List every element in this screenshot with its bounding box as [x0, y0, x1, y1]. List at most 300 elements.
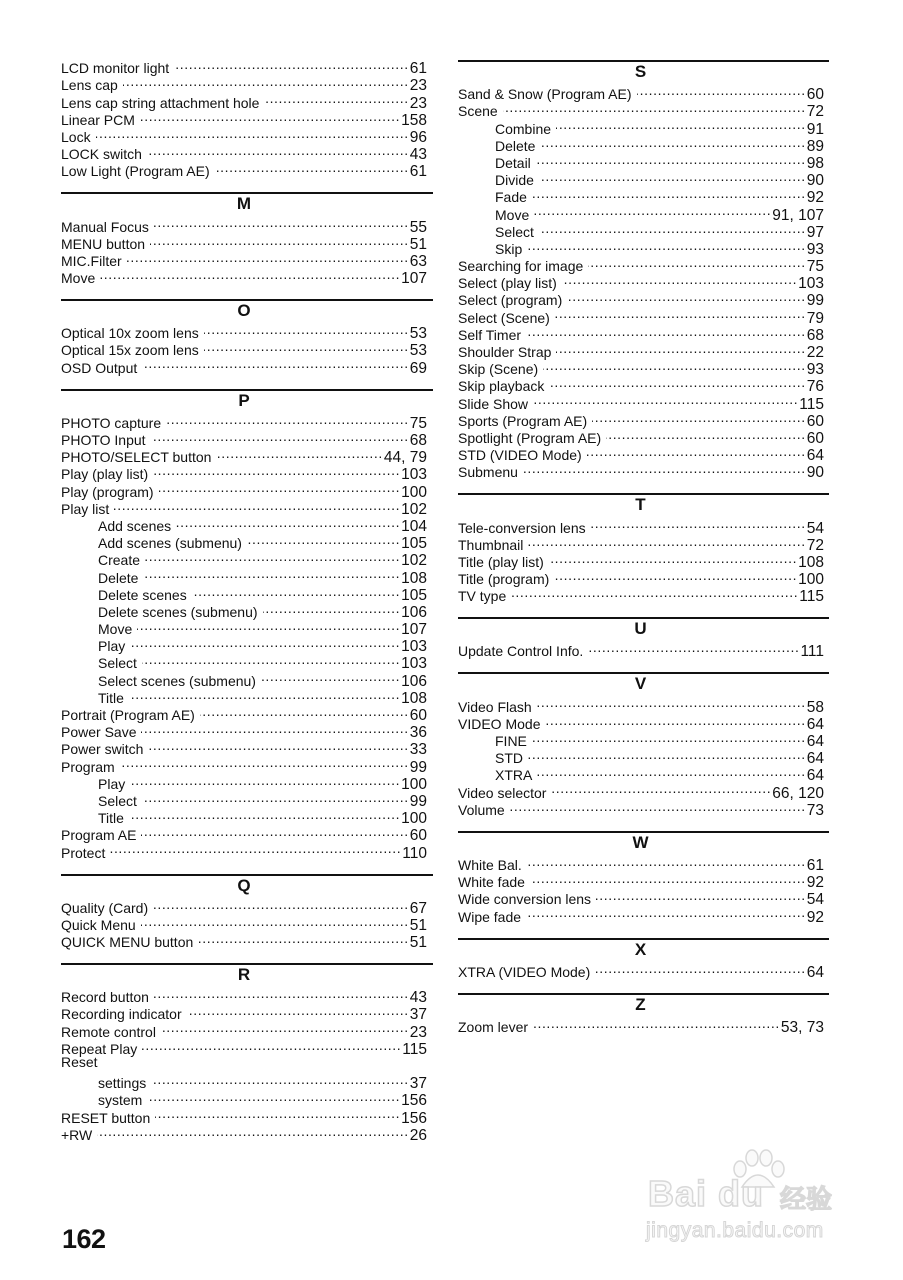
dot-leader [537, 763, 805, 780]
entry-page-ref: 36 [409, 724, 427, 742]
dot-leader [216, 445, 382, 462]
entry-page-ref: 69 [409, 359, 427, 377]
entry-page-ref: 158 [401, 111, 427, 129]
entry-page-ref: 92 [806, 908, 824, 926]
entry-page-ref: 73 [806, 801, 824, 819]
dot-leader [151, 1071, 409, 1088]
entry-label: system [98, 1092, 143, 1109]
dot-leader [526, 323, 806, 340]
entry-page-ref: 108 [798, 553, 824, 571]
index-entry [61, 321, 427, 343]
entry-page-ref: 61 [806, 856, 824, 874]
index-column-left [61, 56, 433, 1144]
dot-leader [147, 1088, 400, 1105]
entry-label: Video selector [458, 784, 547, 801]
dot-leader [551, 780, 771, 797]
entry-label: Record button [61, 989, 149, 1006]
dot-leader [555, 305, 806, 322]
entry-label: Slide Show [458, 395, 529, 412]
entry-label: Wipe fade [458, 908, 522, 925]
entry-page-ref: 102 [401, 552, 427, 570]
entry-label: Sports (Program AE) [458, 412, 588, 429]
dot-leader [161, 1019, 409, 1036]
section-letter-heading: U [634, 619, 647, 639]
dot-leader [596, 887, 806, 904]
entry-label: Scene [458, 103, 498, 120]
dot-leader [137, 617, 400, 634]
index-sections-left [61, 176, 433, 1144]
dot-leader [261, 668, 400, 685]
entry-label: White Bal. [458, 856, 522, 873]
entry-label: Play [98, 775, 126, 792]
index-column-right [458, 60, 829, 1036]
entry-label: Power Save [61, 724, 137, 741]
dot-leader [100, 266, 400, 283]
dot-leader [606, 426, 806, 443]
index-entry [458, 639, 824, 661]
index-subentry [458, 116, 824, 138]
entry-page-ref: 37 [409, 1075, 427, 1093]
entry-label: Lock [61, 128, 91, 145]
entry-page-ref: 68 [409, 432, 427, 449]
dot-leader [533, 1015, 780, 1032]
dot-leader [549, 550, 797, 567]
index-entry [61, 214, 427, 236]
dot-leader [120, 754, 409, 771]
dot-leader [532, 729, 806, 746]
index-entry [61, 411, 427, 432]
dot-leader [176, 514, 400, 531]
index-section [61, 963, 433, 1144]
index-section [458, 672, 829, 819]
dot-leader [130, 634, 400, 651]
dot-leader [536, 151, 806, 168]
entry-page-ref: 72 [806, 103, 824, 121]
dot-leader [588, 254, 805, 271]
entry-label: +RW [61, 1126, 93, 1143]
entry-page-ref: 108 [401, 689, 427, 707]
entry-page-ref: 105 [401, 586, 427, 604]
section-letter-heading: V [634, 674, 647, 694]
entry-label: STD [495, 750, 523, 767]
entry-page-ref: 22 [806, 344, 824, 361]
index-entry [61, 497, 427, 518]
index-entry [458, 515, 824, 537]
dot-leader [142, 355, 408, 372]
entry-page-ref: 98 [806, 154, 824, 172]
dot-leader [148, 737, 408, 754]
entry-label: Move [98, 621, 133, 638]
dot-leader [204, 338, 409, 355]
entry-label: Searching for image [458, 258, 584, 275]
entry-label: Skip playback [458, 378, 545, 395]
entry-page-ref: 104 [401, 517, 427, 535]
entry-label: Title [98, 810, 124, 827]
entry-page-ref: 23 [409, 77, 427, 95]
entry-label: PHOTO capture [61, 414, 162, 431]
entry-label: Select scenes (submenu) [98, 672, 256, 689]
entry-label: Delete scenes (submenu) [98, 603, 258, 620]
entry-label: MENU button [61, 235, 146, 252]
entry-page-ref: 26 [409, 1126, 427, 1144]
entry-label: Delete [495, 137, 536, 154]
entry-label: Delete scenes [98, 586, 187, 603]
index-entry [61, 142, 427, 164]
entry-page-ref: 92 [806, 874, 824, 892]
entry-label: MIC.Filter [61, 252, 122, 269]
entry-label: Linear PCM [61, 111, 135, 128]
index-section [458, 938, 829, 981]
section-letter-heading: Q [237, 875, 251, 895]
section-letter-heading: Z [635, 994, 646, 1014]
entry-page-ref: 37 [409, 1006, 427, 1024]
entry-page-ref: 103 [401, 638, 427, 656]
entry-page-ref: 115 [402, 1040, 427, 1058]
dot-leader [588, 639, 799, 656]
section-letter-heading: M [236, 194, 252, 214]
entry-label: LOCK switch [61, 146, 142, 163]
page-number: 162 [62, 1224, 106, 1254]
entry-label: Create [98, 552, 141, 569]
entry-label: Wide conversion lens [458, 891, 592, 908]
entry-page-ref: 58 [806, 698, 824, 716]
entry-label: LCD monitor light [61, 60, 170, 77]
entry-page-ref: 97 [806, 223, 824, 241]
entry-label: Optical 15x zoom lens [61, 342, 199, 359]
index-section [61, 389, 433, 862]
entry-page-ref: 44, 79 [383, 449, 427, 467]
entry-label: Move [495, 206, 530, 223]
section-letter-heading: P [238, 390, 250, 410]
entry-page-ref: 156 [401, 1109, 427, 1127]
entry-label: Add scenes [98, 517, 172, 534]
dot-leader [527, 853, 806, 870]
entry-page-ref: 91, 107 [772, 206, 824, 224]
entry-page-ref: 111 [800, 643, 824, 661]
index-entry [458, 853, 824, 874]
entry-page-ref: 23 [409, 94, 427, 112]
index-entry [61, 896, 427, 917]
entry-label: RESET button [61, 1109, 151, 1126]
index-entry [458, 99, 824, 121]
entry-page-ref: 53 [409, 325, 427, 343]
entry-page-ref: 54 [806, 519, 824, 537]
entry-page-ref: 61 [409, 60, 427, 78]
index-entry [61, 56, 427, 78]
dot-leader [556, 116, 806, 133]
entry-label: Update Control Info. [458, 643, 584, 660]
entry-page-ref: 51 [409, 916, 427, 934]
entry-page-ref: 60 [806, 429, 824, 447]
dot-leader [141, 913, 409, 930]
entry-page-ref: 72 [806, 536, 824, 554]
entry-page-ref: 156 [401, 1092, 427, 1110]
dot-leader [127, 249, 409, 266]
entry-label: Add scenes (submenu) [98, 535, 242, 552]
section-spacer [458, 601, 829, 617]
entry-page-ref: 100 [401, 810, 427, 828]
dot-leader [247, 531, 400, 548]
dot-leader [96, 125, 409, 142]
entry-page-ref: 43 [409, 989, 427, 1007]
entry-page-ref: 51 [409, 235, 427, 253]
dot-leader [554, 567, 797, 584]
entry-page-ref: 100 [798, 571, 824, 589]
entry-label: Program [61, 758, 115, 775]
dot-leader [123, 73, 409, 90]
entry-page-ref: 99 [409, 758, 427, 776]
entry-page-ref: 68 [806, 326, 824, 344]
dot-leader [187, 1002, 409, 1019]
entry-label: Self Timer [458, 326, 522, 343]
index-section [61, 874, 433, 952]
entry-page-ref: 93 [806, 240, 824, 258]
entry-page-ref: 51 [409, 934, 427, 952]
entry-page-ref: 43 [409, 146, 427, 164]
entry-label: Title [98, 689, 124, 706]
index-entry [458, 1015, 824, 1036]
entry-page-ref: 103 [401, 655, 427, 673]
dot-leader [110, 840, 401, 857]
entry-page-ref: 100 [401, 775, 427, 793]
dot-leader [591, 515, 806, 532]
dot-leader [545, 712, 805, 729]
section-spacer [458, 815, 829, 831]
dot-leader [549, 374, 805, 391]
dot-leader [533, 391, 798, 408]
entry-label: Portrait (Program AE) [61, 707, 195, 723]
dot-leader [142, 789, 409, 806]
entry-label: Low Light (Program AE) [61, 163, 210, 180]
entry-label: Video Flash [458, 698, 532, 715]
entry-page-ref: 66, 120 [772, 784, 824, 802]
entry-page-ref: 108 [401, 569, 427, 587]
entry-label: Quality (Card) [61, 899, 149, 916]
dot-leader [503, 99, 806, 116]
index-entry [458, 798, 824, 819]
entry-page-ref: 23 [409, 1023, 427, 1041]
entry-label: Delete [98, 569, 139, 586]
entry-page-ref: 107 [401, 270, 427, 288]
entry-label: VIDEO Mode [458, 715, 541, 732]
entry-page-ref: 55 [409, 218, 427, 236]
dot-leader [97, 1123, 409, 1140]
entry-page-ref: 64 [806, 963, 824, 981]
dot-leader [637, 82, 806, 99]
dot-leader [534, 202, 771, 219]
index-section [458, 60, 829, 482]
dot-leader [192, 583, 400, 600]
entry-label: Combine [495, 120, 552, 137]
section-letter-heading: O [237, 301, 251, 321]
dot-leader [263, 600, 401, 617]
entry-page-ref: 64 [806, 767, 824, 785]
entry-label: TV type [458, 588, 507, 605]
entry-page-ref: 102 [401, 500, 427, 518]
entry-page-ref: 64 [806, 447, 824, 465]
index-section [458, 993, 829, 1036]
entry-label: Select [495, 223, 534, 240]
dot-leader [543, 357, 806, 374]
entry-label: Remote control [61, 1023, 156, 1040]
dot-leader [200, 703, 409, 720]
entry-label: Submenu [458, 464, 518, 481]
entry-page-ref: 103 [401, 466, 427, 484]
dot-leader [140, 108, 400, 125]
entry-page-ref: 100 [401, 483, 427, 501]
entry-label: Play (program) [61, 483, 154, 500]
dot-leader [528, 746, 806, 763]
dot-leader [141, 720, 408, 737]
section-spacer [61, 858, 433, 874]
entry-page-ref: 64 [806, 750, 824, 768]
entry-label: PHOTO/SELECT button [61, 449, 212, 466]
entry-label: Power switch [61, 741, 144, 758]
dot-leader [154, 214, 409, 231]
entry-page-ref: 115 [799, 395, 824, 413]
dot-leader [556, 340, 805, 357]
entry-page-ref: 106 [401, 603, 427, 621]
dot-leader [159, 479, 401, 496]
index-entry [458, 584, 824, 606]
entry-page-ref: 33 [409, 741, 427, 759]
entry-label: Title (play list) [458, 553, 544, 570]
entry-label: Select [98, 655, 137, 672]
entry-label: QUICK MENU button [61, 934, 194, 951]
index-section [458, 617, 829, 661]
entry-label: Quick Menu [61, 916, 136, 933]
entry-label: XTRA (VIDEO Mode) [458, 963, 591, 980]
dot-leader [204, 321, 409, 338]
entry-label: Shoulder Strap [458, 344, 552, 360]
section-letter-heading: S [634, 62, 647, 81]
entry-page-ref: 105 [401, 535, 427, 553]
entry-label: Divide [495, 172, 534, 189]
entry-label: Manual Focus [61, 218, 149, 235]
dot-leader [142, 651, 400, 668]
dot-leader [528, 533, 805, 550]
entry-label: Thumbnail [458, 536, 524, 553]
entry-label: Title (program) [458, 571, 550, 588]
dot-leader [511, 584, 798, 601]
index-entry [61, 1123, 427, 1144]
entry-label: White fade [458, 874, 525, 891]
dot-leader [166, 411, 409, 428]
index-entry [61, 985, 427, 1007]
dot-leader [595, 960, 805, 977]
watermark-url: jingyan.baidu.com [646, 1219, 824, 1242]
entry-page-ref: 99 [806, 292, 824, 310]
dot-leader [562, 271, 797, 288]
dot-leader [145, 548, 400, 565]
index-entry [61, 266, 427, 288]
entry-page-ref: 64 [806, 733, 824, 750]
dot-leader [150, 232, 409, 249]
entry-label: Protect [61, 844, 106, 861]
entry-label: settings [98, 1075, 147, 1092]
entry-label: Lens cap string attachment hole [61, 94, 260, 111]
dot-leader [592, 409, 806, 426]
dot-leader [539, 220, 806, 237]
entry-page-ref: 110 [402, 844, 427, 862]
dot-leader [198, 930, 408, 947]
dot-leader [143, 565, 400, 582]
dot-leader [215, 159, 409, 176]
entry-page-ref: 96 [409, 128, 427, 146]
entry-page-ref: 53 [409, 342, 427, 360]
dot-leader [530, 870, 806, 887]
entry-label: Lens cap [61, 77, 118, 94]
entry-label: Optical 10x zoom lens [61, 325, 199, 342]
entry-page-ref: 79 [806, 309, 824, 327]
entry-label: Volume [458, 801, 505, 818]
entry-label: XTRA [495, 767, 533, 784]
entry-label: PHOTO Input [61, 432, 146, 448]
entry-label: Skip (Scene) [458, 361, 539, 378]
entry-label: Play (play list) [61, 466, 149, 483]
dot-leader [154, 985, 409, 1002]
entry-page-ref: 54 [806, 891, 824, 909]
dot-leader [532, 185, 806, 202]
entry-page-ref: 89 [806, 137, 824, 155]
entry-label: Recording indicator [61, 1006, 182, 1023]
dot-leader [151, 428, 409, 445]
index-section [61, 192, 433, 288]
entry-page-ref: 76 [806, 378, 824, 396]
index-section [458, 493, 829, 606]
index-entry [61, 840, 427, 862]
entry-page-ref: 60 [806, 86, 824, 104]
dot-leader [264, 90, 408, 107]
entry-page-ref: 60 [806, 412, 824, 430]
baidu-jingyan-watermark [640, 1145, 880, 1245]
dot-leader [141, 823, 408, 840]
index-entry [458, 694, 824, 716]
entry-page-ref: 61 [409, 163, 427, 181]
entry-label: OSD Output [61, 359, 138, 376]
dot-leader [540, 134, 805, 151]
section-letter-heading: W [632, 832, 649, 852]
index-section [458, 831, 829, 926]
entry-label: Select (play list) [458, 275, 557, 292]
dot-leader [527, 237, 806, 254]
entry-label: Select [98, 792, 137, 809]
dot-leader [174, 56, 409, 73]
dot-leader [114, 497, 400, 514]
entry-label: Program AE [61, 827, 137, 844]
entry-label: Fade [495, 189, 527, 206]
index-entry [458, 960, 824, 981]
entry-page-ref: 53, 73 [780, 1018, 824, 1036]
index-sections-right [458, 60, 829, 1036]
dot-leader [567, 288, 805, 305]
entry-page-ref: 75 [409, 414, 427, 432]
dot-leader [523, 460, 806, 477]
entry-label: Sand & Snow (Program AE) [458, 86, 632, 103]
entry-page-ref: 93 [806, 361, 824, 379]
entry-label: Detail [495, 154, 531, 171]
section-spacer [61, 283, 433, 299]
entry-label: Play list [61, 500, 110, 517]
section-letter-heading: X [634, 939, 647, 959]
entry-label: Spotlight (Program AE) [458, 429, 602, 446]
entry-page-ref: 60 [409, 827, 427, 845]
entry-page-ref: 60 [409, 707, 427, 724]
dot-leader [537, 694, 806, 711]
entry-page-ref: 63 [409, 252, 427, 270]
entry-page-ref: 64 [806, 715, 824, 733]
dot-leader [153, 462, 400, 479]
